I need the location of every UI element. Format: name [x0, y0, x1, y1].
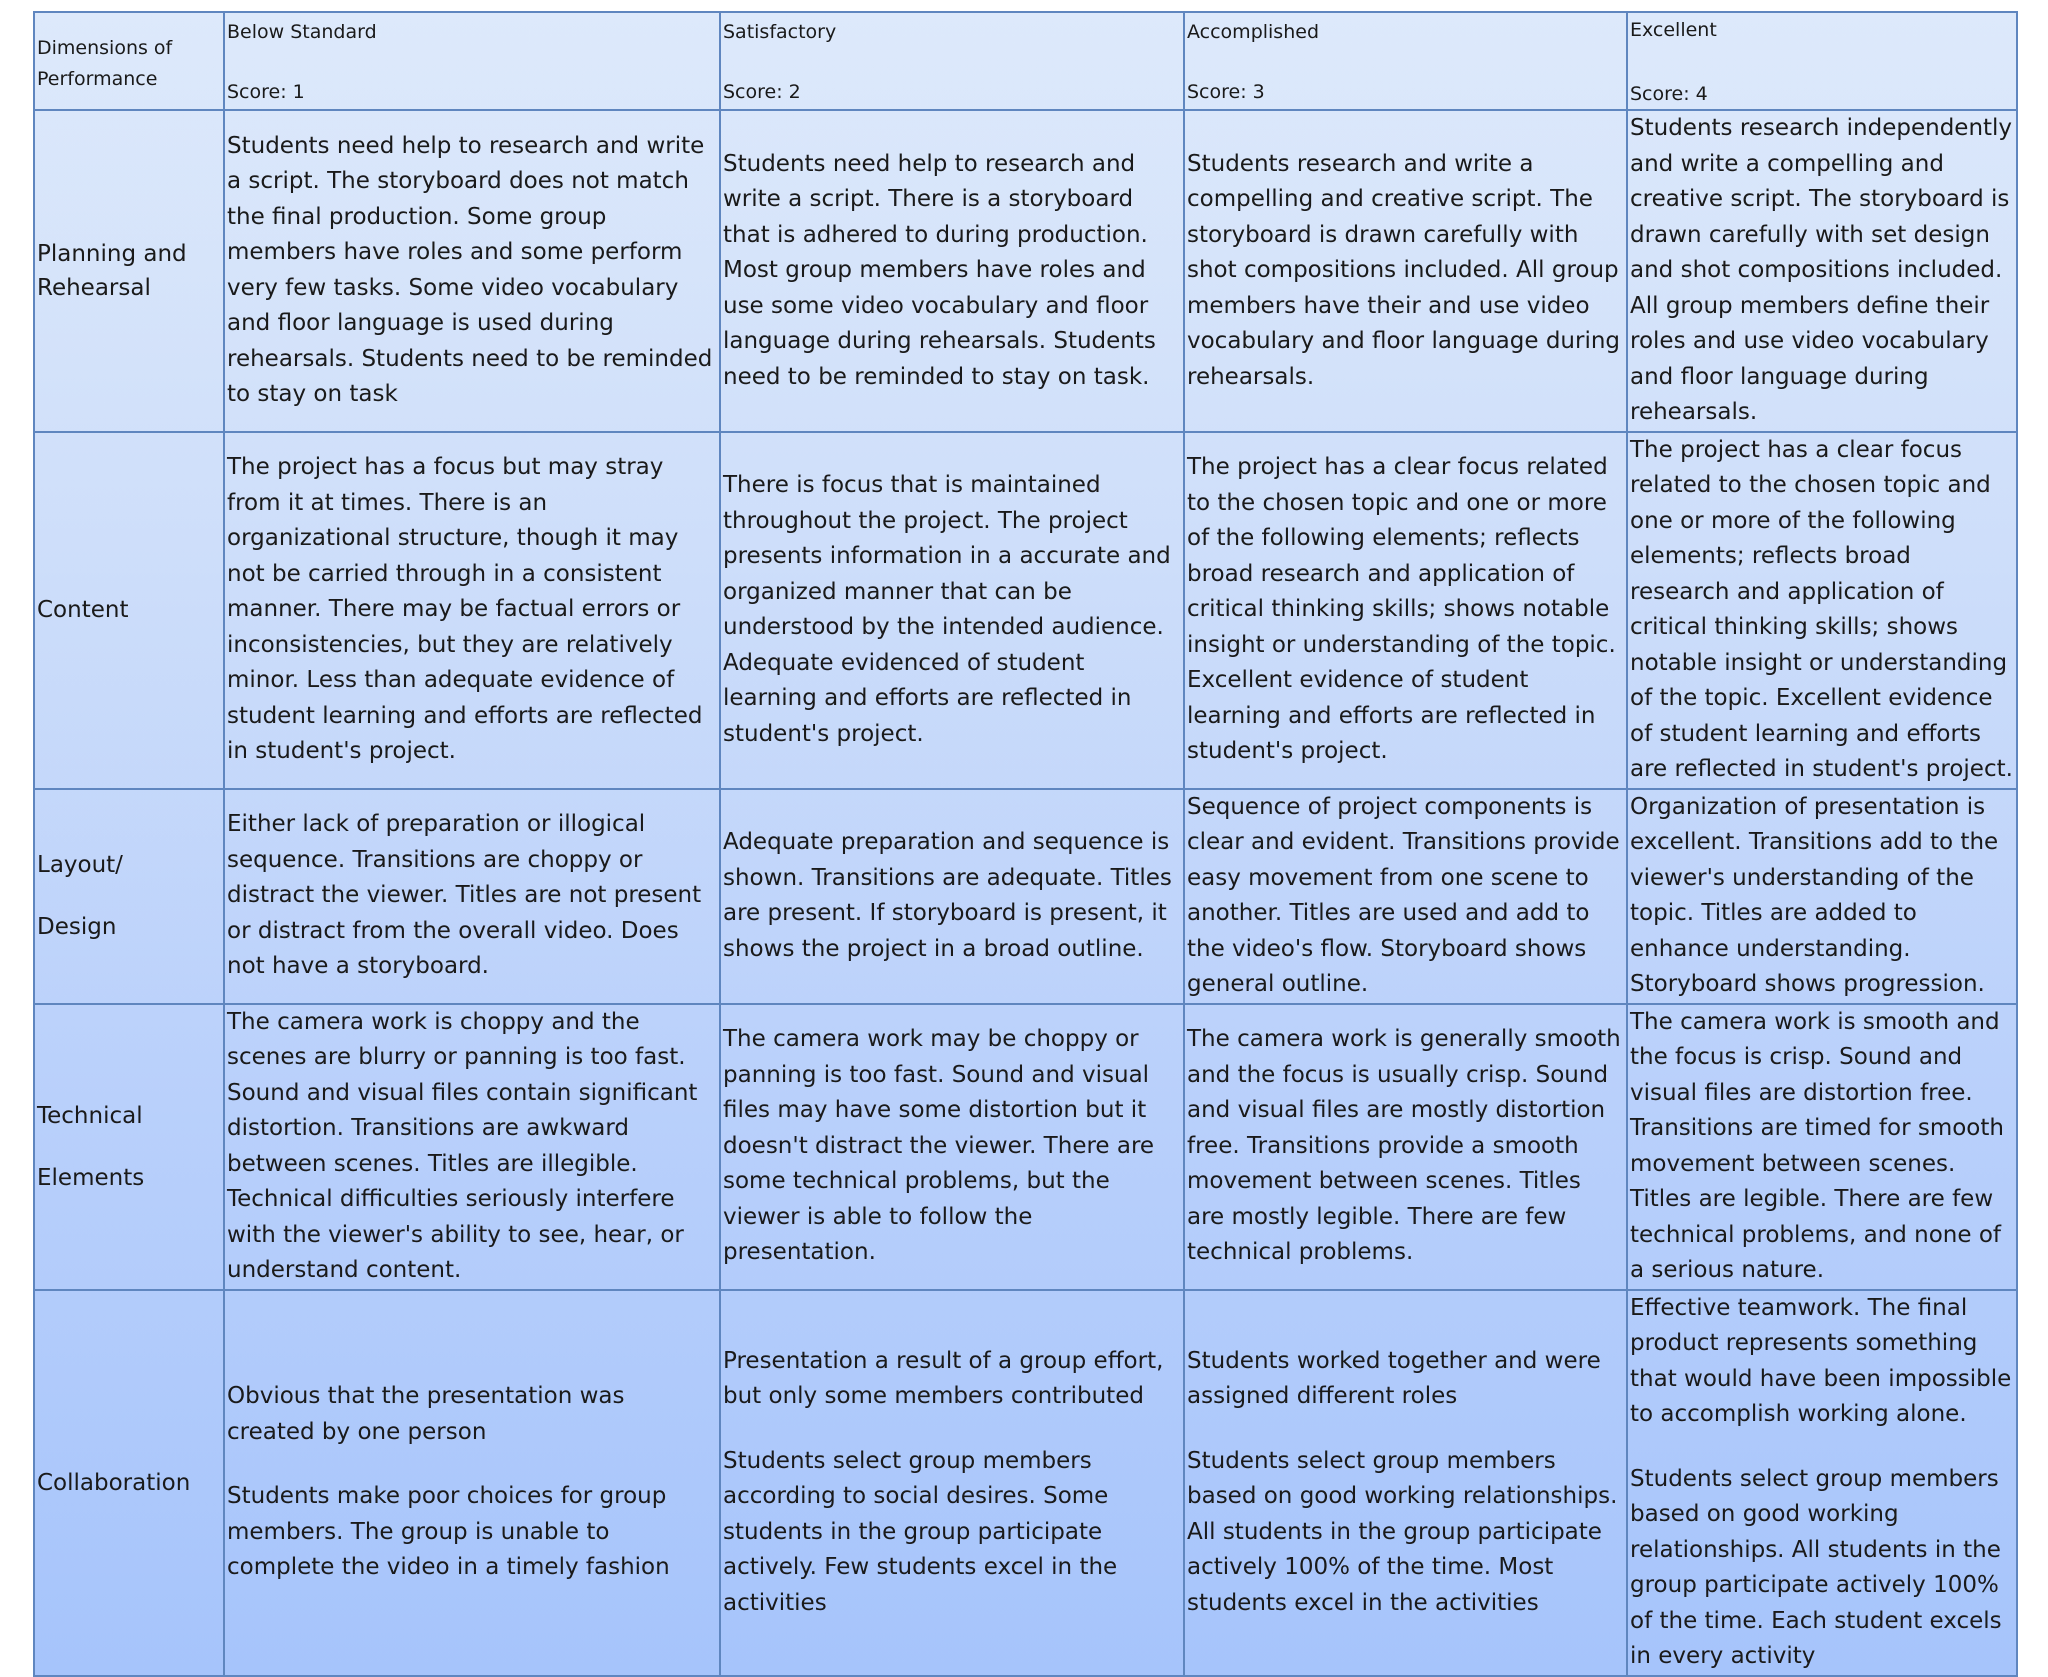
- dimension-header: [34, 12, 224, 110]
- paragraph-gap: [723, 1415, 1181, 1444]
- level-header-accomplished: [1184, 12, 1627, 110]
- criteria-text: Students select group members according to social desires. Some students in the group participate actively. Few students excel in the activities: [723, 1447, 1118, 1616]
- dimension-header-label: Dimensions of Performance: [37, 37, 173, 90]
- level-score: Score: 2: [723, 81, 801, 103]
- criteria-cell: [1184, 789, 1627, 1004]
- paragraph-gap: [1630, 1433, 2014, 1462]
- criteria-text: Presentation a result of a group effort, but only some members contributed: [723, 1347, 1164, 1410]
- dimension-cell: [34, 110, 224, 432]
- criteria-cell: [720, 110, 1184, 432]
- criteria-text: The project has a clear focus related to the chosen topic and one or more of the following elements; reflects broad research and application of critical thinking skills; shows notable insight or understanding of the topic. Excellent evidence of student learning and efforts are reflected in student's project.: [1187, 454, 1616, 765]
- dimension-label-line: Layout/: [37, 852, 123, 878]
- level-name: Accomplished: [1187, 21, 1319, 43]
- criteria-text: The project has a focus but may stray from it at times. There is an organizational structure, though it may not be carried through in a consistent manner. There may be factual errors or inconsistencies, but they are relatively minor. Less than adequate evidence of student learning and efforts are reflected in student's project.: [227, 454, 703, 765]
- criteria-cell: [720, 1004, 1184, 1290]
- dimension-cell: [34, 789, 224, 1004]
- level-header-excellent: [1627, 12, 2017, 110]
- criteria-cell: [1627, 432, 2017, 789]
- criteria-cell: [224, 110, 720, 432]
- level-score: Score: 3: [1187, 81, 1265, 103]
- level-score: Score: 4: [1630, 83, 1708, 105]
- criteria-cell: [1184, 1004, 1627, 1290]
- criteria-text: Effective teamwork. The final product represents something that would have been impossible to accomplish working alone.: [1630, 1294, 2012, 1427]
- criteria-text: Either lack of preparation or illogical sequence. Transitions are choppy or distract the viewer. Titles are not present or distract from the overall video. Does not have a storyboard.: [227, 811, 702, 980]
- paragraph-gap: [1187, 1415, 1624, 1444]
- criteria-cell: [720, 432, 1184, 789]
- rubric-table: [33, 11, 2018, 1677]
- dimension-label: Planning and Rehearsal: [37, 240, 187, 301]
- criteria-text: Students worked together and were assigned different roles: [1187, 1347, 1601, 1410]
- criteria-text: Students research and write a compelling and creative script. The storyboard is drawn carefully with shot compositions included. All group members have their and use video vocabulary and floor language during rehearsals.: [1187, 150, 1621, 390]
- criteria-cell: [224, 1290, 720, 1676]
- level-score: Score: 1: [227, 81, 305, 103]
- criteria-text: The camera work is smooth and the focus is crisp. Sound and visual files are distortion free. Transitions are timed for smooth movement between scenes. Titles are legible. There are few technical problems, and none of a serious nature.: [1630, 1008, 2004, 1283]
- criteria-text: Students research independently and write a compelling and creative script. The storyboard is drawn carefully with set design and shot compositions included. All group members define their roles and use video vocabulary and floor language during rehearsals.: [1630, 115, 2013, 425]
- dimension-label-line: Technical: [37, 1102, 143, 1129]
- criteria-text: Sequence of project components is clear and evident. Transitions provide easy movement from one scene to another. Titles are used and add to the video's flow. Storyboard shows general outline.: [1187, 793, 1620, 997]
- row-technical-elements: [34, 1004, 2017, 1290]
- criteria-cell: [224, 789, 720, 1004]
- criteria-text: There is focus that is maintained throughout the project. The project presents information in a accurate and organized manner that can be understood by the intended audience. Adequate evidenced of student learning and efforts are reflected in student's project.: [723, 472, 1171, 747]
- criteria-cell: [1184, 110, 1627, 432]
- level-header-below-standard: [224, 12, 720, 110]
- level-header-satisfactory: [720, 12, 1184, 110]
- criteria-text: The camera work is generally smooth and the focus is usually crisp. Sound and visual files are mostly distortion free. Transitions provide a smooth movement between scenes. Titles are mostly legible. There are few technical problems.: [1187, 1026, 1621, 1266]
- criteria-cell: [1184, 432, 1627, 789]
- level-name: Satisfactory: [723, 21, 837, 43]
- criteria-text: Students make poor choices for group members. The group is unable to complete the video in a timely fashion: [227, 1483, 670, 1581]
- dimension-label-line: Elements: [37, 1164, 145, 1191]
- criteria-cell: [1627, 1004, 2017, 1290]
- dimension-label: Collaboration: [37, 1469, 191, 1496]
- criteria-cell: [224, 1004, 720, 1290]
- dimension-cell: [34, 432, 224, 789]
- criteria-text: The project has a clear focus related to the chosen topic and one or more of the following elements; reflects broad research and application of critical thinking skills; shows notable insight or understanding of the topic. Excellent evidence of student learning and efforts are reflected in student's project.: [1630, 436, 2013, 782]
- level-name: Below Standard: [227, 21, 377, 43]
- dimension-cell: [34, 1004, 224, 1290]
- criteria-cell: [1627, 789, 2017, 1004]
- paragraph-gap: [227, 1450, 717, 1479]
- header-row: [34, 12, 2017, 110]
- row-collaboration: [34, 1290, 2017, 1676]
- criteria-cell: [720, 789, 1184, 1004]
- criteria-cell: [1627, 1290, 2017, 1676]
- criteria-cell: [1627, 110, 2017, 432]
- dimension-label-line: Design: [37, 914, 117, 940]
- criteria-text: Students select group members based on good working relationships. All students in the group participate actively 100% of the time. Most students excel in the activities: [1187, 1447, 1618, 1616]
- criteria-text: Adequate preparation and sequence is shown. Transitions are adequate. Titles are present. If storyboard is present, it shows the project in a broad outline.: [723, 829, 1172, 962]
- criteria-cell: [1184, 1290, 1627, 1676]
- level-name: Excellent: [1630, 19, 1717, 41]
- dimension-cell: [34, 1290, 224, 1676]
- criteria-cell: [720, 1290, 1184, 1676]
- criteria-text: Students select group members based on good working relationships. All students in the group participate actively 100% of the time. Each student excels in every activity: [1630, 1465, 2002, 1669]
- criteria-text: The camera work is choppy and the scenes are blurry or panning is too fast. Sound and visual files contain significant distortion. Transitions are awkward between scenes. Titles are illegible. Technical difficulties seriously interfere with the viewer's ability to see, hear, or understand content.: [227, 1008, 698, 1283]
- criteria-text: Students need help to research and write a script. The storyboard does not match the final production. Some group members have roles and some perform very few tasks. Some video vocabulary and floor language is used during rehearsals. Students need to be reminded to stay on task: [227, 132, 713, 408]
- criteria-text: Students need help to research and write a script. There is a storyboard that is adhered to during production. Most group members have roles and use some video vocabulary and floor language during rehearsals. Students need to be reminded to stay on task.: [723, 150, 1156, 390]
- row-planning-and-rehearsal: [34, 110, 2017, 432]
- row-layout-design: [34, 789, 2017, 1004]
- row-content: [34, 432, 2017, 789]
- criteria-text: The camera work may be choppy or panning is too fast. Sound and visual files may have some distortion but it doesn't distract the viewer. There are some technical problems, but the viewer is able to follow the presentation.: [723, 1026, 1155, 1266]
- criteria-text: Obvious that the presentation was created by one person: [227, 1383, 625, 1445]
- criteria-cell: [224, 432, 720, 789]
- dimension-label: Content: [37, 597, 129, 623]
- criteria-text: Organization of presentation is excellent. Transitions add to the viewer's understanding of the topic. Titles are added to enhance understanding. Storyboard shows progression.: [1630, 793, 1999, 997]
